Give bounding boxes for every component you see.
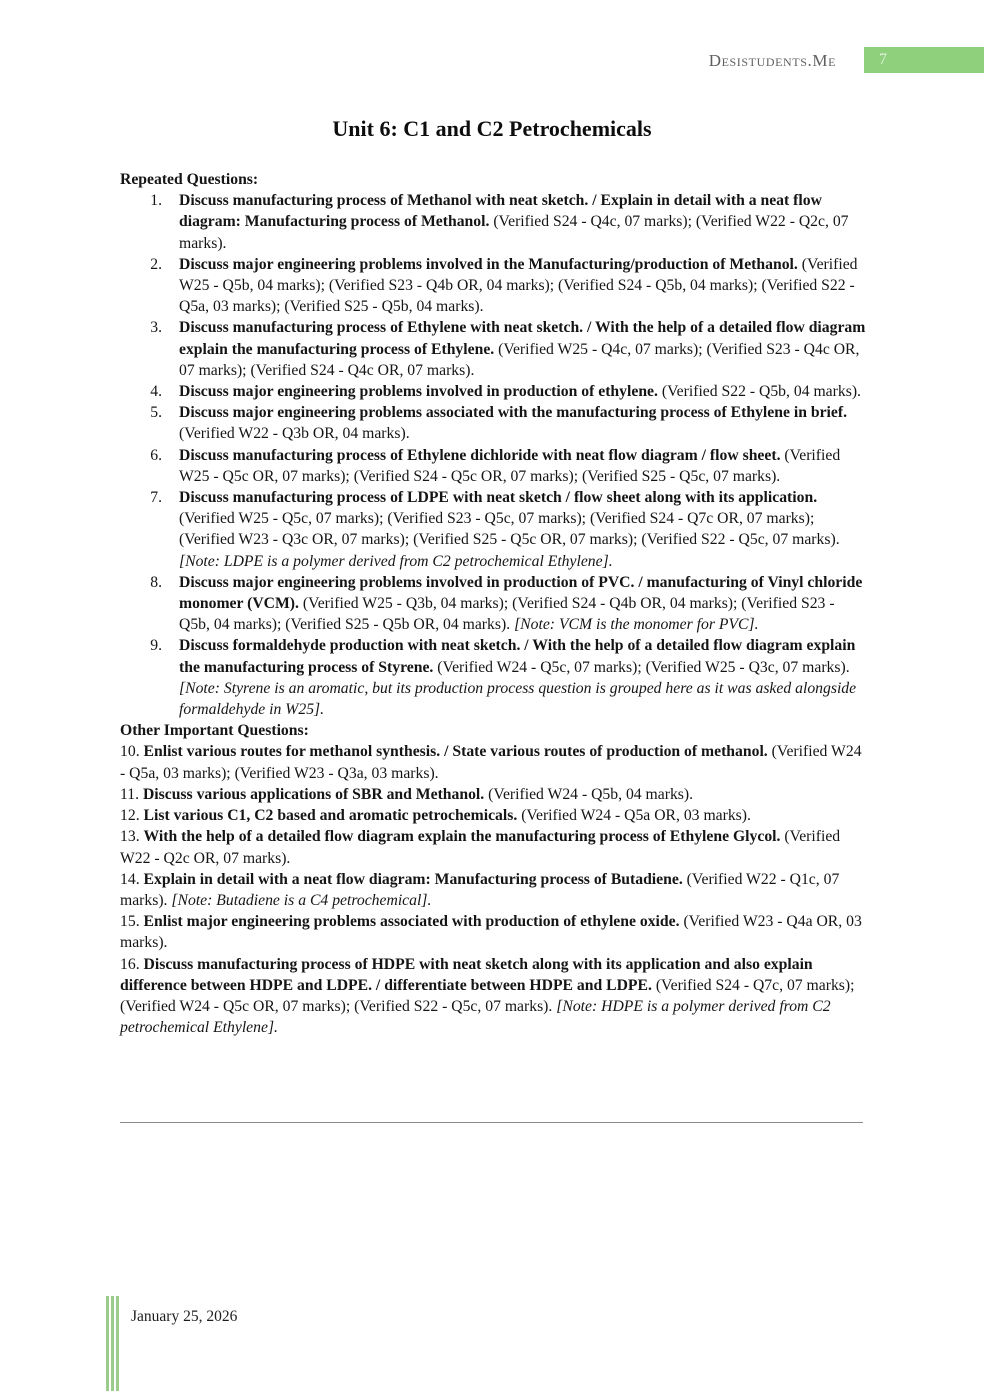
question-text-bold: Discuss major engineering problems involved in production of PVC. / manufacturing of Vinyl chloride monomer (VCM). — [179, 573, 863, 613]
question-item — [120, 635, 866, 720]
question-text-regular: (Verified W25 - Q5c, 07 marks); (Verified S23 - Q5c, 07 marks); (Verified S24 - Q7c OR, 07 marks); (Verified W23 - Q3c OR, 07 marks); (Verified S25 - Q5c OR, 07 marks); (Verified S22 - Q5c, 07 marks). — [179, 510, 840, 549]
question-text-regular: (Verified S22 - Q5b, 04 marks). — [657, 383, 861, 401]
question-text-regular: (Verified W22 - Q3b OR, 04 marks). — [179, 425, 410, 443]
question-text-bold: Enlist various routes for methanol synthesis. / State various routes of production of methanol. — [143, 743, 768, 761]
question-text-regular: (Verified W25 - Q4c, 07 marks); (Verified S23 - Q4c OR, 07 marks); (Verified S24 - Q4c OR, 07 marks). — [179, 340, 860, 379]
accent-bar — [116, 1296, 119, 1391]
question-text-bold: Discuss major engineering problems associated with the manufacturing process of Ethylene in brief. — [179, 404, 848, 422]
question-number: 6. — [150, 446, 162, 464]
question-text-bold: Discuss manufacturing process of HDPE with neat sketch along with its application and also explain difference between HDPE and LDPE. / differentiate between HDPE and LDPE. — [120, 955, 813, 994]
question-number: 4. — [150, 383, 162, 401]
page-number-badge — [864, 47, 984, 73]
question-number: 9. — [150, 637, 162, 655]
page-title: Unit 6: C1 and C2 Petrochemicals — [332, 116, 652, 141]
site-name: Desistudents.Me — [708, 51, 836, 70]
question-number: 16. — [120, 955, 140, 973]
question-item — [120, 190, 866, 254]
question-text-regular: (Verified W24 - Q5a, 03 marks); (Verified W23 - Q3a, 03 marks). — [120, 743, 862, 782]
section-heading: Repeated Questions: — [120, 171, 259, 188]
question-body — [179, 381, 866, 402]
footer-accent-bars — [106, 1296, 119, 1391]
question-text-italic: [Note: Styrene is an aromatic, but its production process question is grouped here as it was asked alongside formaldehyde in W25]. — [179, 679, 857, 719]
question-text-italic: [Note: HDPE is a polymer derived from C2 petrochemical Ethylene]. — [120, 997, 831, 1037]
question-text-bold: Discuss manufacturing process of Ethylene dichloride with neat flow diagram / flow sheet. — [179, 446, 781, 464]
question-text-bold: Explain in detail with a neat flow diagram: Manufacturing process of Butadiene. — [143, 870, 683, 888]
question-item — [120, 869, 866, 911]
question-item — [120, 487, 866, 572]
question-body — [179, 487, 866, 572]
footer-date: January 25, 2026 — [131, 1308, 238, 1325]
question-number: 11. — [120, 785, 140, 803]
question-number: 12. — [120, 807, 140, 825]
question-item — [120, 784, 866, 805]
question-text-italic: [Note: LDPE is a polymer derived from C2 petrochemical Ethylene]. — [179, 552, 613, 570]
question-text-bold: With the help of a detailed flow diagram explain the manufacturing process of Ethylene Glycol. — [143, 828, 781, 846]
question-text-regular: (Verified W25 - Q3b, 04 marks); (Verified S24 - Q4b OR, 04 marks); (Verified S23 - Q5b, 04 marks); (Verified S25 - Q5b OR, 04 marks). — [179, 595, 835, 634]
question-number: 13. — [120, 828, 140, 846]
question-body — [179, 635, 866, 720]
question-item — [120, 954, 866, 1039]
section-heading: Other Important Questions: — [120, 722, 309, 740]
question-text-regular: (Verified S24 - Q4c, 07 marks); (Verified W22 - Q2c, 07 marks). — [179, 213, 849, 252]
question-item — [120, 805, 866, 826]
question-number: 5. — [150, 404, 162, 422]
question-text-regular: (Verified W24 - Q5c, 07 marks); (Verified W25 - Q3c, 07 marks). — [433, 658, 850, 676]
question-text-regular: (Verified W24 - Q5b, 04 marks). — [484, 785, 694, 803]
question-text-bold: Discuss manufacturing process of Methanol with neat sketch. / Explain in detail with a neat flow diagram: Manufacturing process of Methanol. — [179, 192, 822, 231]
question-item — [120, 911, 866, 953]
question-body — [179, 445, 866, 487]
question-number: 14. — [120, 870, 140, 888]
question-text-bold: Discuss various applications of SBR and Methanol. — [142, 785, 485, 803]
question-item — [120, 381, 866, 402]
question-body — [179, 572, 866, 636]
question-text-regular: (Verified S24 - Q7c, 07 marks); (Verified W24 - Q5c OR, 07 marks); (Verified S22 - Q5c, 07 marks). — [120, 976, 855, 1015]
question-text-bold: Discuss formaldehyde production with neat sketch. / With the help of a detailed flow diagram explain the manufacturing process of Styrene. — [179, 637, 856, 676]
question-text-bold: Enlist major engineering problems associated with production of ethylene oxide. — [143, 913, 680, 931]
question-body — [179, 190, 866, 254]
question-number: 7. — [150, 489, 162, 507]
question-item — [120, 741, 866, 783]
question-item — [120, 445, 866, 487]
section-divider — [120, 1122, 863, 1123]
question-text-regular: (Verified W22 - Q1c, 07 marks). — [120, 870, 840, 909]
question-text-italic: [Note: Butadiene is a C4 petrochemical]. — [171, 891, 432, 909]
question-number: 10. — [120, 743, 140, 761]
question-text-regular: (Verified W22 - Q2c OR, 07 marks). — [120, 828, 841, 867]
question-item — [120, 826, 866, 868]
question-text-bold: Discuss major engineering problems involved in the Manufacturing/production of Methanol. — [179, 255, 798, 273]
question-text-regular: (Verified W23 - Q4a OR, 03 marks). — [120, 913, 862, 952]
question-item — [120, 402, 866, 444]
question-number: 1. — [150, 192, 162, 210]
question-item — [120, 254, 866, 318]
content — [120, 169, 866, 1038]
question-number: 3. — [150, 319, 162, 337]
question-body — [179, 402, 866, 444]
question-text-regular: (Verified W25 - Q5b, 04 marks); (Verified S23 - Q4b OR, 04 marks); (Verified S24 - Q5b, 04 marks); (Verified S22 - Q5a, 03 marks); (Verified S25 - Q5b, 04 marks). — [179, 255, 858, 316]
question-number: 8. — [150, 573, 162, 591]
page-number: 7 — [879, 51, 887, 68]
question-text-regular: (Verified W25 - Q5c OR, 07 marks); (Verified S24 - Q5c OR, 07 marks); (Verified S25 - Q5c, 07 marks). — [179, 446, 841, 485]
question-number: 15. — [120, 913, 140, 931]
question-item — [120, 317, 866, 381]
question-text-regular: (Verified W24 - Q5a OR, 03 marks). — [517, 807, 751, 825]
accent-bar — [111, 1296, 114, 1391]
question-number: 2. — [150, 255, 162, 273]
question-text-italic: [Note: VCM is the monomer for PVC]. — [514, 616, 759, 634]
question-text-bold: Discuss manufacturing process of Ethylene with neat sketch. / With the help of a detailed flow diagram explain the manufacturing process of Ethylene. — [179, 319, 866, 358]
question-body — [179, 317, 866, 381]
accent-bar — [106, 1296, 109, 1391]
question-body — [179, 254, 866, 318]
question-text-bold: Discuss major engineering problems involved in production of ethylene. — [179, 383, 658, 401]
question-text-bold: Discuss manufacturing process of LDPE with neat sketch / flow sheet along with its application. — [179, 489, 818, 507]
question-item — [120, 572, 866, 636]
question-text-bold: List various C1, C2 based and aromatic petrochemicals. — [143, 807, 518, 825]
